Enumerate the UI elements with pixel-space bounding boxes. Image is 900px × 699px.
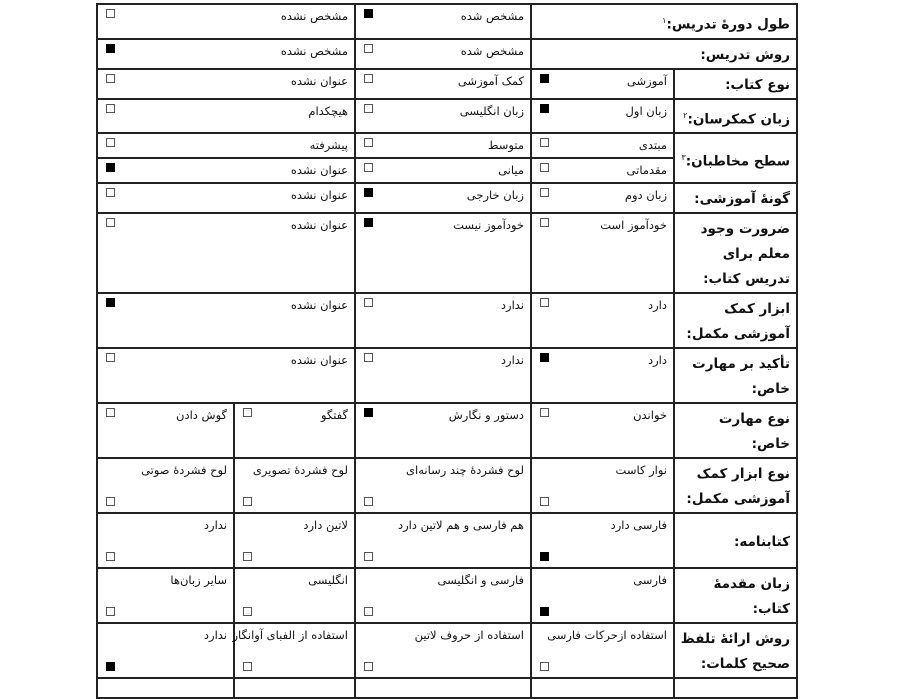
option-label: خودآموز نیست <box>453 218 524 232</box>
form-row <box>97 4 797 39</box>
checkbox-checked-icon[interactable] <box>364 218 373 227</box>
checkbox-checked-icon[interactable] <box>540 353 549 362</box>
form-row-partial <box>97 678 797 698</box>
field-label-text: نوع ابزار کمک آموزشی مکمل: <box>686 466 790 507</box>
option-cell[interactable] <box>355 133 531 158</box>
option-label: مقدماتی <box>626 163 667 177</box>
checkbox-unchecked-icon[interactable] <box>106 9 115 18</box>
form-row <box>97 293 797 348</box>
checkbox-unchecked-icon[interactable] <box>106 552 115 561</box>
checkbox-checked-icon[interactable] <box>540 104 549 113</box>
field-label-text: روش ارائهٔ تلفظ صحیح کلمات: <box>680 631 790 672</box>
option-label: عنوان نشده <box>290 188 348 202</box>
form-row <box>97 213 797 293</box>
checkbox-checked-icon[interactable] <box>540 552 549 561</box>
field-label <box>531 4 797 39</box>
evaluation-form-table <box>96 3 798 699</box>
cell <box>97 678 234 698</box>
footnote-marker: ۱ <box>662 16 667 25</box>
cell <box>674 678 797 698</box>
option-label: ندارد <box>500 353 524 367</box>
option-cell[interactable] <box>234 458 355 513</box>
field-label <box>531 39 797 69</box>
option-cell[interactable] <box>531 458 674 513</box>
checkbox-unchecked-icon[interactable] <box>364 552 373 561</box>
option-label: خواندن <box>633 408 667 422</box>
checkbox-unchecked-icon[interactable] <box>364 74 373 83</box>
checkbox-unchecked-icon[interactable] <box>364 353 373 362</box>
option-label: استفاده ازحرکات فارسی <box>547 628 667 642</box>
option-cell[interactable] <box>355 403 531 458</box>
option-cell[interactable] <box>97 513 234 568</box>
checkbox-unchecked-icon[interactable] <box>243 607 252 616</box>
option-label: ندارد <box>203 628 227 642</box>
checkbox-unchecked-icon[interactable] <box>106 353 115 362</box>
option-cell[interactable] <box>355 513 531 568</box>
option-cell[interactable] <box>531 348 674 403</box>
checkbox-checked-icon[interactable] <box>106 298 115 307</box>
option-label: لوح فشردهٔ تصویری <box>252 463 348 477</box>
checkbox-checked-icon[interactable] <box>364 408 373 417</box>
field-label <box>674 623 797 678</box>
checkbox-unchecked-icon[interactable] <box>106 607 115 616</box>
option-cell[interactable] <box>355 99 531 134</box>
form-row <box>97 69 797 99</box>
option-cell[interactable] <box>355 39 531 69</box>
field-label-text: ضرورت وجود معلم برای تدریس کتاب: <box>700 221 790 287</box>
checkbox-unchecked-icon[interactable] <box>540 218 549 227</box>
checkbox-unchecked-icon[interactable] <box>364 607 373 616</box>
form-row <box>97 348 797 403</box>
option-cell[interactable] <box>97 213 355 293</box>
form-row <box>97 39 797 69</box>
option-label: مشخص شده <box>460 9 524 23</box>
checkbox-unchecked-icon[interactable] <box>106 104 115 113</box>
form-row <box>97 623 797 678</box>
field-label <box>674 513 797 568</box>
checkbox-checked-icon[interactable] <box>106 44 115 53</box>
option-label: انگلیسی <box>308 573 348 587</box>
field-label <box>674 133 797 183</box>
checkbox-unchecked-icon[interactable] <box>540 298 549 307</box>
option-label: گفتگو <box>320 408 348 422</box>
option-cell[interactable] <box>531 99 674 134</box>
field-label-text: تأکید بر مهارت خاص: <box>692 356 790 397</box>
field-label <box>674 348 797 403</box>
field-label <box>674 458 797 513</box>
option-cell[interactable] <box>97 623 234 678</box>
option-cell[interactable] <box>355 158 531 183</box>
field-label-text: سطح مخاطبان: <box>685 153 790 170</box>
checkbox-unchecked-icon[interactable] <box>243 497 252 506</box>
field-label <box>674 403 797 458</box>
option-label: سایر زبان‌ها <box>170 573 227 587</box>
option-label: مشخص شده <box>460 43 524 58</box>
option-cell[interactable] <box>355 623 531 678</box>
field-label-text: زبان مقدمهٔ کتاب: <box>713 576 790 617</box>
option-cell[interactable] <box>97 133 355 158</box>
checkbox-unchecked-icon[interactable] <box>364 662 373 671</box>
checkbox-unchecked-icon[interactable] <box>243 552 252 561</box>
option-label: عنوان نشده <box>290 353 348 367</box>
option-label: عنوان نشده <box>290 218 348 232</box>
field-label <box>674 99 797 134</box>
checkbox-unchecked-icon[interactable] <box>364 497 373 506</box>
option-cell[interactable] <box>531 69 674 99</box>
checkbox-unchecked-icon[interactable] <box>540 408 549 417</box>
checkbox-unchecked-icon[interactable] <box>540 188 549 197</box>
option-label: آموزشی <box>626 73 667 88</box>
option-label: ندارد <box>500 298 524 312</box>
checkbox-checked-icon[interactable] <box>540 74 549 83</box>
checkbox-checked-icon[interactable] <box>106 662 115 671</box>
checkbox-unchecked-icon[interactable] <box>540 163 549 172</box>
checkbox-unchecked-icon[interactable] <box>364 298 373 307</box>
cell <box>355 678 531 698</box>
option-label: دارد <box>648 298 667 312</box>
form-row <box>97 458 797 513</box>
checkbox-unchecked-icon[interactable] <box>106 218 115 227</box>
checkbox-checked-icon[interactable] <box>540 607 549 616</box>
field-label-text: نوع مهارت خاص: <box>718 411 790 452</box>
option-label: دارد <box>648 353 667 367</box>
form-row <box>97 183 797 213</box>
option-cell[interactable] <box>355 183 531 213</box>
option-cell[interactable] <box>355 458 531 513</box>
footnote-marker: ۲ <box>683 110 688 120</box>
field-label-text: زبان کمکرسان: <box>687 111 790 127</box>
form-row <box>97 513 797 568</box>
option-cell[interactable] <box>531 158 674 183</box>
option-cell[interactable] <box>97 403 234 458</box>
option-cell[interactable] <box>97 158 355 183</box>
field-label-text: روش تدریس: <box>700 46 790 63</box>
option-label: گوش دادن <box>176 408 227 422</box>
option-cell[interactable] <box>97 293 355 348</box>
option-label: زبان انگلیسی <box>459 103 524 118</box>
cell <box>234 678 355 698</box>
option-label: نوار کاست <box>615 463 667 477</box>
checkbox-checked-icon[interactable] <box>364 188 373 197</box>
option-label: خودآموز است <box>600 218 667 232</box>
checkbox-unchecked-icon[interactable] <box>106 74 115 83</box>
checkbox-unchecked-icon[interactable] <box>106 497 115 506</box>
checkbox-unchecked-icon[interactable] <box>540 497 549 506</box>
option-label: لوح فشردهٔ چند رسانه‌ای <box>406 463 524 477</box>
checkbox-unchecked-icon[interactable] <box>364 104 373 113</box>
option-label: پیشرفته <box>309 138 348 152</box>
cell <box>531 678 674 698</box>
field-label-text: ابزار کمک آموزشی مکمل: <box>686 301 790 342</box>
option-cell[interactable] <box>355 293 531 348</box>
checkbox-unchecked-icon[interactable] <box>364 44 373 53</box>
option-cell[interactable] <box>234 513 355 568</box>
option-label: عنوان نشده <box>290 163 348 177</box>
checkbox-unchecked-icon[interactable] <box>540 662 549 671</box>
option-label: هم فارسی و هم لاتین دارد <box>397 518 524 532</box>
option-cell[interactable] <box>97 4 355 39</box>
option-cell[interactable] <box>355 4 531 39</box>
option-label: عنوان نشده <box>290 298 348 312</box>
checkbox-unchecked-icon[interactable] <box>364 138 373 147</box>
field-label-text: کتابنامه: <box>733 533 790 550</box>
form-row <box>97 133 797 158</box>
checkbox-checked-icon[interactable] <box>364 9 373 18</box>
option-cell[interactable] <box>355 213 531 293</box>
option-cell[interactable] <box>234 403 355 458</box>
option-cell[interactable] <box>97 69 355 99</box>
option-cell[interactable] <box>531 133 674 158</box>
option-label: فارسی <box>633 573 667 587</box>
option-label: متوسط <box>487 138 524 152</box>
option-cell[interactable] <box>531 293 674 348</box>
option-label: مشخص نشده <box>280 9 348 23</box>
checkbox-unchecked-icon[interactable] <box>106 138 115 147</box>
option-label: دستور و نگارش <box>448 408 524 422</box>
field-label-text: گونهٔ آموزشی: <box>694 191 790 207</box>
field-label <box>674 293 797 348</box>
checkbox-unchecked-icon[interactable] <box>243 662 252 671</box>
form-row <box>97 403 797 458</box>
option-cell[interactable] <box>97 183 355 213</box>
option-cell[interactable] <box>531 183 674 213</box>
field-label <box>674 69 797 99</box>
option-label: فارسی و انگلیسی <box>437 573 524 587</box>
option-cell[interactable] <box>531 213 674 293</box>
field-label-text: طول دورهٔ تدریس: <box>666 16 790 33</box>
option-label: استفاده از الفبای آوانگار <box>232 628 348 642</box>
option-cell[interactable] <box>531 403 674 458</box>
option-cell[interactable] <box>97 458 234 513</box>
footnote-marker: ۳ <box>681 152 686 162</box>
checkbox-unchecked-icon[interactable] <box>106 408 115 417</box>
checkbox-unchecked-icon[interactable] <box>364 163 373 172</box>
form-row <box>97 99 797 134</box>
checkbox-unchecked-icon[interactable] <box>106 188 115 197</box>
option-label: مبتدی <box>638 138 667 152</box>
option-cell[interactable] <box>531 513 674 568</box>
option-label: فارسی دارد <box>610 518 667 532</box>
option-cell[interactable] <box>355 69 531 99</box>
option-label: کمک آموزشی <box>457 73 524 88</box>
option-cell[interactable] <box>97 39 355 69</box>
option-cell[interactable] <box>97 99 355 134</box>
field-label-text: نوع کتاب: <box>725 76 790 93</box>
option-label: مشخص نشده <box>280 43 348 58</box>
option-label: زبان اول <box>625 103 667 118</box>
field-label <box>674 183 797 213</box>
option-label: هیچکدام <box>308 103 348 118</box>
option-label: زبان خارجی <box>466 188 524 202</box>
option-cell[interactable] <box>97 348 355 403</box>
option-label: لاتین دارد <box>303 518 348 532</box>
option-cell[interactable] <box>355 348 531 403</box>
option-label: زبان دوم <box>624 188 667 202</box>
option-label: میانی <box>498 163 524 177</box>
option-label: عنوان نشده <box>290 73 348 88</box>
checkbox-unchecked-icon[interactable] <box>243 408 252 417</box>
option-cell[interactable] <box>531 623 674 678</box>
option-label: لوح فشردهٔ صوتی <box>141 463 227 477</box>
option-cell[interactable] <box>234 623 355 678</box>
option-label: استفاده از حروف لاتین <box>414 628 524 642</box>
checkbox-unchecked-icon[interactable] <box>540 138 549 147</box>
option-label: ندارد <box>203 518 227 532</box>
field-label <box>674 213 797 293</box>
checkbox-checked-icon[interactable] <box>106 163 115 172</box>
